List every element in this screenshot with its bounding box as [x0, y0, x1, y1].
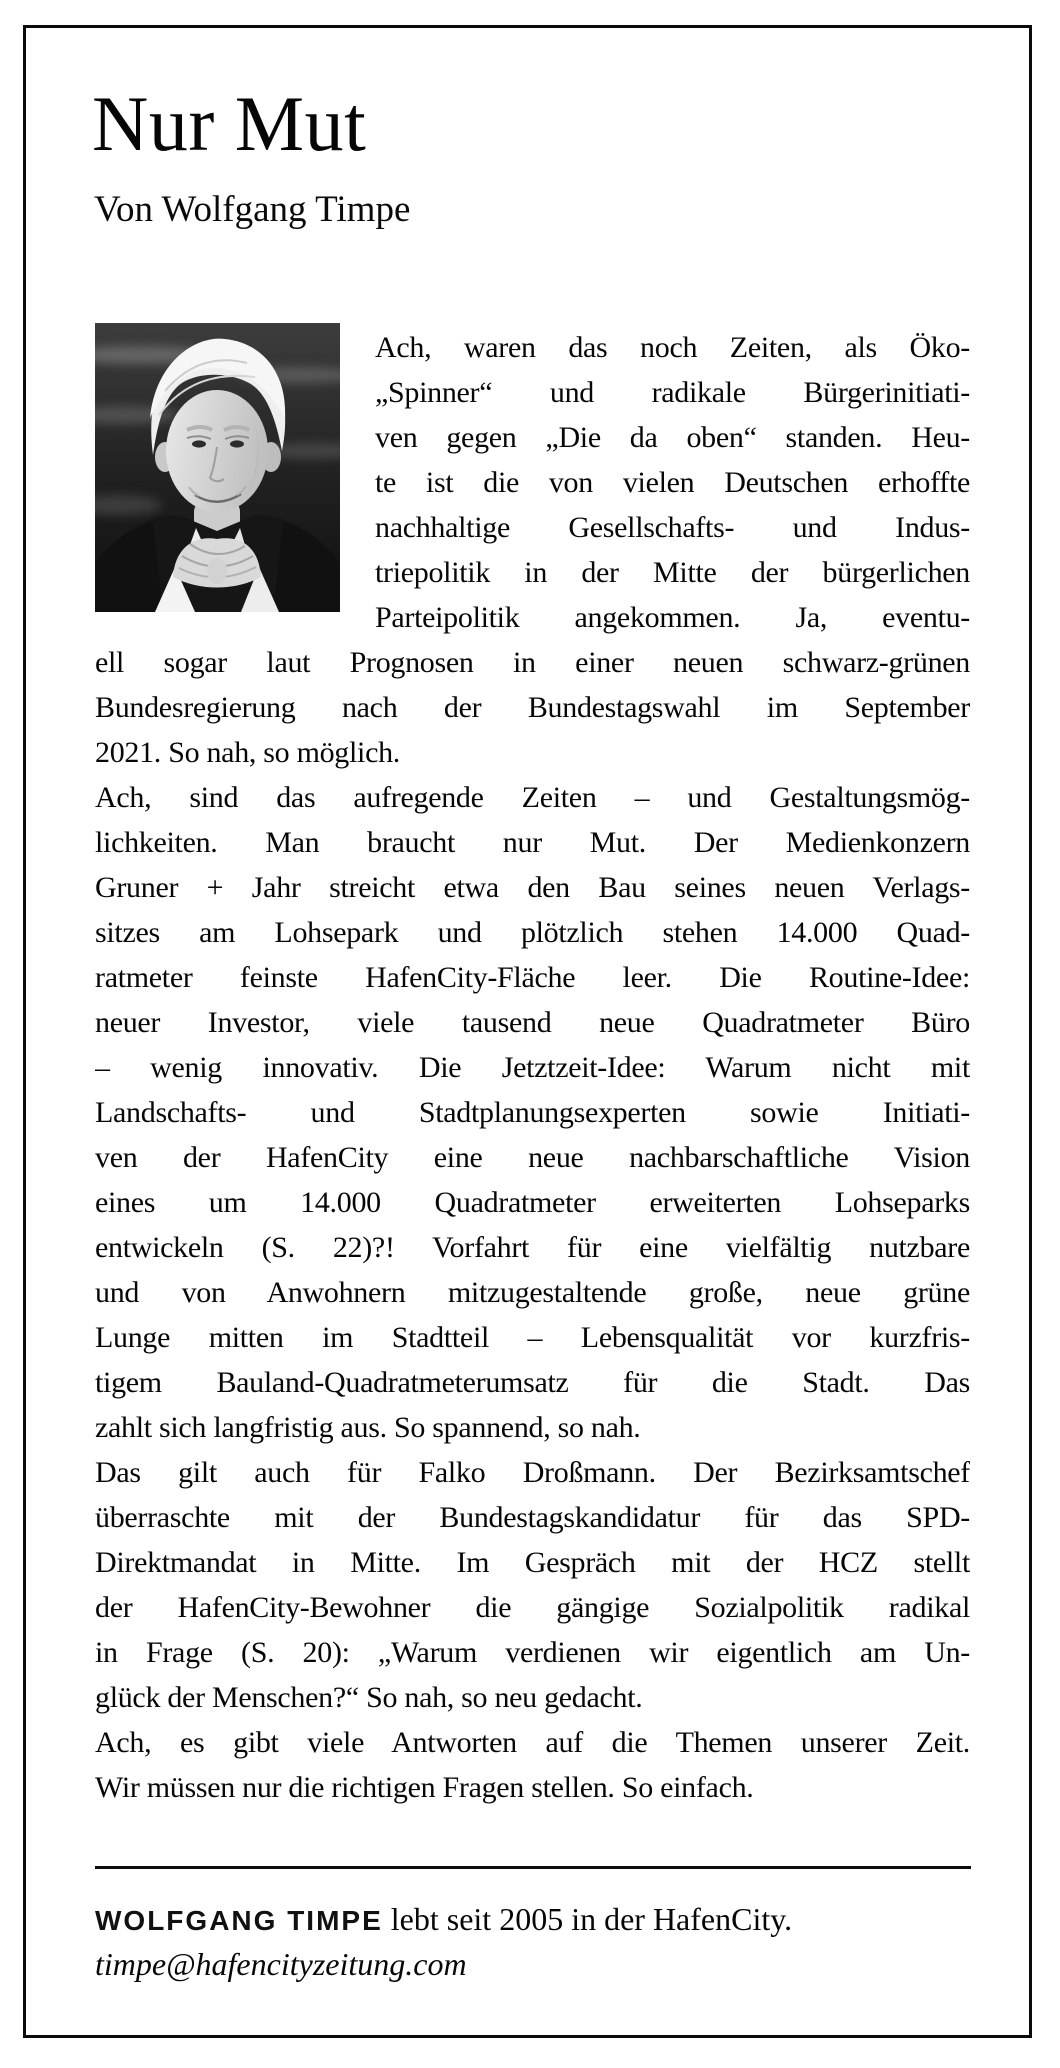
footer-divider: [95, 1866, 971, 1869]
footer-author-line: [95, 1896, 975, 1944]
body-text-line: glück der Menschen?“ So nah, so neu gedacht.: [95, 1681, 643, 1714]
body-text-line: Das gilt auch für Falko Droßmann. Der Bezirksamtschef: [95, 1456, 970, 1489]
body-text-line: Ach, sind das aufregende Zeiten – und Gestaltungsmög-: [95, 781, 970, 814]
body-text-line: zahlt sich langfristig aus. So spannend, so nah.: [95, 1411, 641, 1444]
body-text-line: lichkeiten. Man braucht nur Mut. Der Medienkonzern: [95, 826, 970, 859]
article-title: Nur Mut: [92, 80, 367, 167]
body-text-line: te ist die von vielen Deutschen erhoffte: [375, 466, 970, 499]
body-text-line: „Spinner“ und radikale Bürgerinitiati-: [375, 376, 970, 409]
article-byline: Von Wolfgang Timpe: [94, 189, 411, 230]
body-text-line: Wir müssen nur die richtigen Fragen stellen. So einfach.: [95, 1771, 754, 1804]
body-text-line: – wenig innovativ. Die Jetztzeit-Idee: Warum nicht mit: [95, 1051, 970, 1084]
body-text-line: ven gegen „Die da oben“ standen. Heu-: [375, 421, 970, 454]
body-text-line: eines um 14.000 Quadratmeter erweiterten Lohseparks: [95, 1186, 970, 1219]
body-text-line: überraschte mit der Bundestagskandidatur für das SPD-: [95, 1501, 970, 1534]
article-body: [95, 325, 970, 1810]
footer-author-name: WOLFGANG TIMPE: [95, 1905, 383, 1936]
body-text-line: in Frage (S. 20): „Warum verdienen wir eigentlich am Un-: [95, 1636, 970, 1669]
body-text-line: tigem Bauland-Quadratmeterumsatz für die Stadt. Das: [95, 1366, 970, 1399]
author-photo: [95, 323, 340, 612]
body-text-line: Gruner + Jahr streicht etwa den Bau seines neuen Verlags-: [95, 871, 970, 904]
body-text-line: Parteipolitik angekommen. Ja, eventu-: [375, 601, 970, 634]
body-text-line: Bundesregierung nach der Bundestagswahl im September: [95, 691, 970, 724]
body-text-line: sitzes am Lohsepark und plötzlich stehen 14.000 Quad-: [95, 916, 970, 949]
body-text-line: ratmeter feinste HafenCity-Fläche leer. Die Routine-Idee:: [95, 961, 970, 994]
body-text-line: Landschafts- und Stadtplanungsexperten sowie Initiati-: [95, 1096, 970, 1129]
body-text-line: ell sogar laut Prognosen in einer neuen schwarz-grünen: [95, 646, 970, 679]
body-text-line: entwickeln (S. 22)?! Vorfahrt für eine vielfältig nutzbare: [95, 1231, 970, 1264]
body-text-line: nachhaltige Gesellschafts- und Indus-: [375, 511, 970, 544]
body-text-line: der HafenCity-Bewohner die gängige Sozialpolitik radikal: [95, 1591, 970, 1624]
body-text-line: Lunge mitten im Stadtteil – Lebensqualität vor kurzfris-: [95, 1321, 970, 1354]
body-text-line: 2021. So nah, so möglich.: [95, 736, 400, 769]
body-text-line: und von Anwohnern mitzugestaltende große, neue grüne: [95, 1276, 970, 1309]
body-text-line: triepolitik in der Mitte der bürgerlichen: [375, 556, 970, 589]
body-text-line: neuer Investor, viele tausend neue Quadratmeter Büro: [95, 1006, 970, 1039]
body-text-line: Direktmandat in Mitte. Im Gespräch mit der HCZ stellt: [95, 1546, 970, 1579]
body-text-line: Ach, waren das noch Zeiten, als Öko-: [375, 331, 970, 364]
body-text-line: ven der HafenCity eine neue nachbarschaftliche Vision: [95, 1141, 970, 1174]
footer-email: timpe@hafencityzeitung.com: [95, 1946, 467, 1982]
footer-author-text: lebt seit 2005 in der HafenCity.: [382, 1901, 793, 1937]
body-text-line: Ach, es gibt viele Antworten auf die Themen unserer Zeit.: [95, 1726, 970, 1759]
portrait-photo-illustration: [95, 323, 340, 612]
